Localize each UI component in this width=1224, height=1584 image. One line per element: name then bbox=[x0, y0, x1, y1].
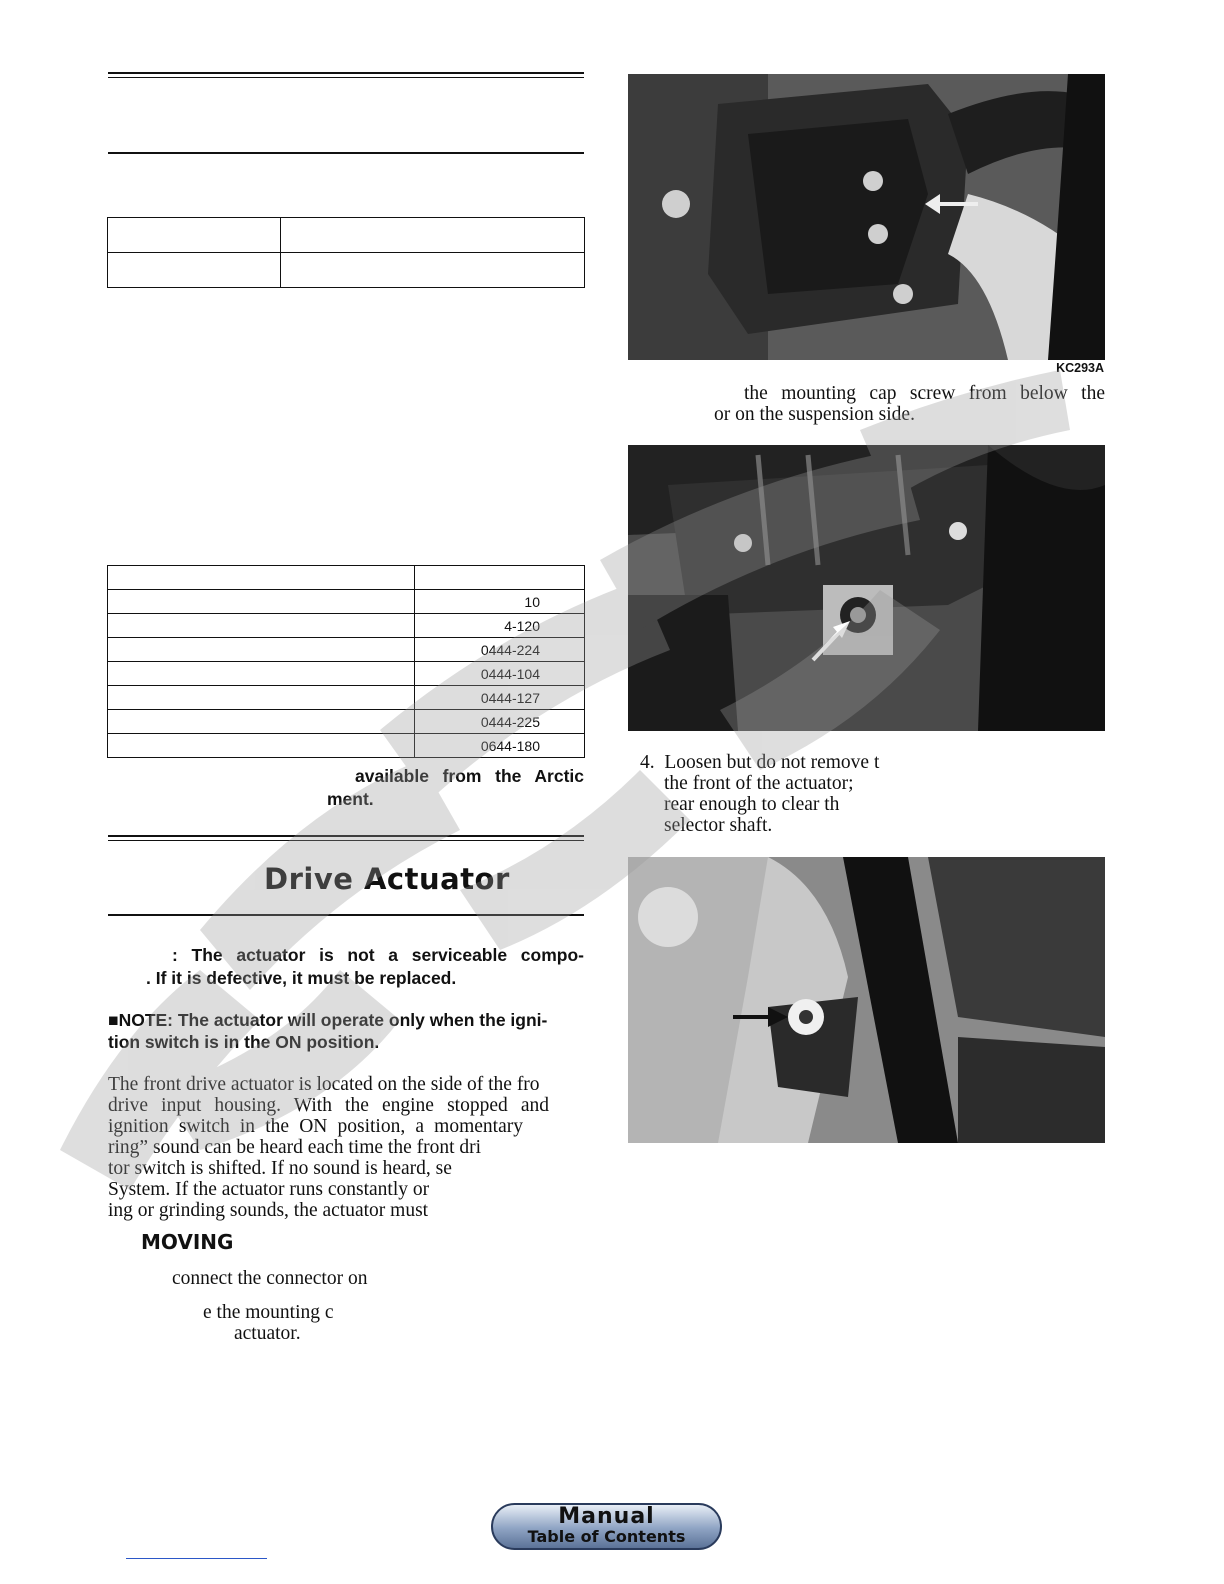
table-row: 0644-180 bbox=[108, 734, 585, 758]
table-row: 0444-104 bbox=[108, 662, 585, 686]
section-title: Drive Actuator bbox=[264, 862, 510, 896]
description-line: ing or grinding sounds, the actuator must bbox=[108, 1200, 429, 1221]
description-line: The front drive actuator is located on the side of the fro bbox=[108, 1074, 540, 1095]
step4-line2: the front of the actuator; bbox=[664, 773, 854, 794]
step3-line1: the mounting cap screw from below the bbox=[744, 383, 1105, 404]
tools-table bbox=[107, 565, 585, 758]
table-row bbox=[108, 253, 585, 288]
note-line2: tion switch is in the ON position. bbox=[108, 1032, 380, 1052]
removing-step2-line1: e the mounting c bbox=[203, 1302, 334, 1323]
warning-line1: : The actuator is not a serviceable compo- bbox=[172, 945, 584, 965]
tools-note-line2: ment. bbox=[327, 789, 374, 809]
step4-line3: rear enough to clear th bbox=[664, 794, 840, 815]
description-line: ignition switch in the ON position, a momentary bbox=[108, 1116, 523, 1137]
manual-toc-button[interactable] bbox=[491, 1503, 722, 1550]
table-row: 0444-225 bbox=[108, 710, 585, 734]
removing-heading: MOVING bbox=[141, 1230, 234, 1254]
description-line: ring” sound can be heard each time the front dri bbox=[108, 1137, 482, 1158]
removing-step2-line2: actuator. bbox=[234, 1323, 301, 1344]
toc-button-title: Manual bbox=[558, 1504, 655, 1529]
table-row: 0444-127 bbox=[108, 686, 585, 710]
table-row bbox=[108, 218, 585, 253]
description-line: tor switch is shifted. If no sound is heard, se bbox=[108, 1158, 452, 1179]
header-double-rule-bottom bbox=[108, 77, 584, 78]
actuator-photo-2 bbox=[628, 445, 1105, 731]
table-row bbox=[108, 566, 585, 590]
figure-label: KC293A bbox=[1056, 361, 1104, 375]
toc-button-subtitle: Table of Contents bbox=[527, 1527, 686, 1546]
description-line: drive input housing. With the engine stopped and bbox=[108, 1095, 549, 1116]
tools-note-line1: available from the Arctic bbox=[355, 766, 584, 786]
step4-line1: 4. Loosen but do not remove t bbox=[640, 752, 880, 773]
actuator-photo-3 bbox=[628, 857, 1105, 1143]
removing-step1: connect the connector on bbox=[172, 1268, 368, 1289]
section-rule bbox=[108, 914, 584, 916]
table-row: 10 bbox=[108, 590, 585, 614]
warning-line2: . If it is defective, it must be replaced. bbox=[146, 968, 457, 988]
footer-link[interactable] bbox=[126, 1558, 267, 1559]
section-double-rule-top bbox=[108, 835, 584, 837]
table-row: 4-120 bbox=[108, 614, 585, 638]
step4-line4: selector shaft. bbox=[664, 815, 773, 836]
table-row: 0444-224 bbox=[108, 638, 585, 662]
note-line1: ■NOTE: The actuator will operate only when the igni- bbox=[108, 1010, 548, 1030]
section-double-rule-bottom bbox=[108, 840, 584, 841]
actuator-photo-1 bbox=[628, 74, 1105, 360]
step3-line2: or on the suspension side. bbox=[714, 404, 915, 425]
description-line: System. If the actuator runs constantly or bbox=[108, 1179, 430, 1200]
header-rule bbox=[108, 152, 584, 154]
spec-table bbox=[107, 217, 585, 288]
header-double-rule-top bbox=[108, 72, 584, 74]
